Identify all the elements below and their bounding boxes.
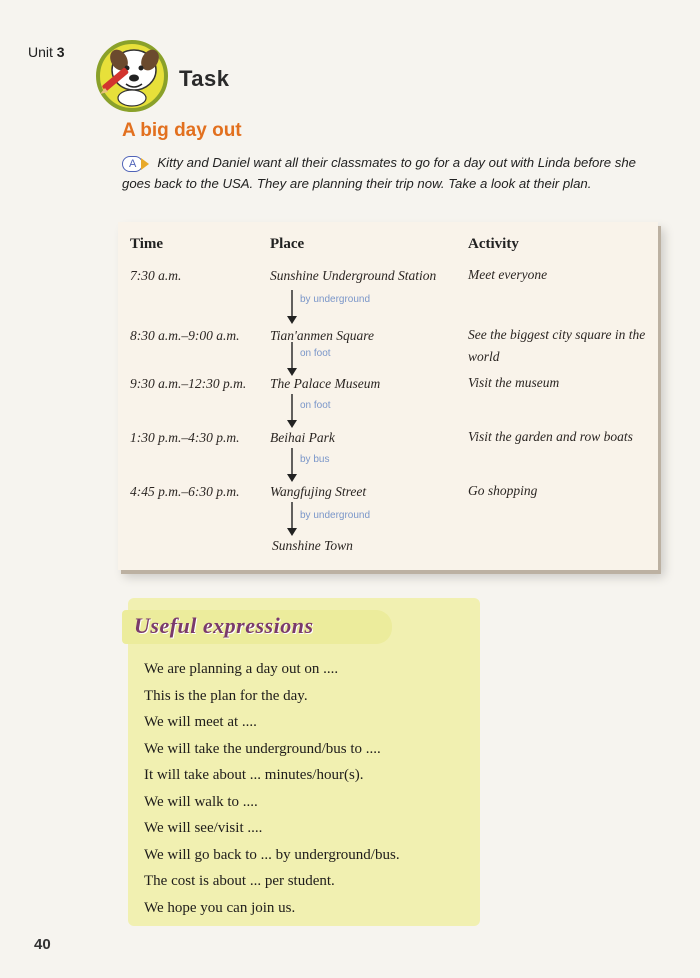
transport-mode: by underground xyxy=(300,294,371,305)
list-item: We will take the underground/bus to .... xyxy=(144,740,381,757)
list-item: We will see/visit .... xyxy=(144,820,263,836)
row-time: 4:45 p.m.–6:30 p.m. xyxy=(130,484,240,499)
unit-label xyxy=(28,44,65,60)
final-destination: Sunshine Town xyxy=(272,538,353,553)
list-item: We hope you can join us. xyxy=(144,899,296,916)
down-arrow-icon xyxy=(285,342,299,376)
unit-number: 3 xyxy=(56,44,65,60)
transport-mode: by underground xyxy=(300,510,371,521)
row-activity: Visit the garden and row boats xyxy=(468,429,633,444)
header-activity: Activity xyxy=(468,236,519,252)
row-time: 7:30 a.m. xyxy=(130,268,182,283)
list-item: We will walk to .... xyxy=(144,793,258,810)
list-item: We are planning a day out on .... xyxy=(144,661,339,677)
list-item: It will take about ... minutes/hour(s). xyxy=(144,767,364,783)
intro-paragraph xyxy=(122,152,642,194)
row-time: 8:30 a.m.–9:00 a.m. xyxy=(130,328,240,343)
row-time: 9:30 a.m.–12:30 p.m. xyxy=(130,376,247,391)
section-title: A big day out xyxy=(122,120,242,141)
plan-table xyxy=(118,222,658,570)
row-place: The Palace Museum xyxy=(270,376,381,391)
row-activity: Meet everyone xyxy=(468,267,548,282)
play-icon xyxy=(141,158,149,170)
row-place: Wangfujing Street xyxy=(270,484,367,499)
down-arrow-icon xyxy=(285,290,299,324)
part-a-label: A xyxy=(122,156,143,172)
audio-tag[interactable] xyxy=(122,156,149,172)
list-item: We will meet at .... xyxy=(144,714,257,730)
expression-list xyxy=(144,656,400,921)
list-item: The cost is about ... per student. xyxy=(144,873,335,889)
down-arrow-icon xyxy=(285,394,299,428)
page-number: 40 xyxy=(34,936,51,953)
header-time: Time xyxy=(130,236,164,252)
task-mascot-icon xyxy=(92,36,172,116)
down-arrow-icon xyxy=(285,448,299,482)
row-time: 1:30 p.m.–4:30 p.m. xyxy=(130,430,240,445)
row-place: Sunshine Underground Station xyxy=(270,268,437,283)
header-place: Place xyxy=(270,236,305,252)
useful-expressions-panel xyxy=(128,598,480,926)
row-activity: See the biggest city square in the world xyxy=(468,327,646,364)
row-place: Beihai Park xyxy=(270,430,335,445)
intro-text: Kitty and Daniel want all their classmates to go for a day out with Linda before she goes back to the USA. They are planning their trip now. Take a look at their plan. xyxy=(122,155,637,191)
row-activity: Go shopping xyxy=(468,483,538,498)
useful-expressions-title: Useful expressions xyxy=(134,613,314,638)
transport-mode: by bus xyxy=(300,454,330,465)
transport-mode: on foot xyxy=(300,348,331,359)
list-item: This is the plan for the day. xyxy=(144,687,308,704)
useful-expressions-header xyxy=(122,610,392,644)
down-arrow-icon xyxy=(285,502,299,536)
task-title: Task xyxy=(179,66,230,91)
unit-text: Unit xyxy=(28,44,53,60)
transport-mode: on foot xyxy=(300,400,331,411)
row-activity: Visit the museum xyxy=(468,375,560,390)
row-place: Tian'anmen Square xyxy=(270,328,375,343)
list-item: We will go back to ... by underground/bus. xyxy=(144,846,400,863)
